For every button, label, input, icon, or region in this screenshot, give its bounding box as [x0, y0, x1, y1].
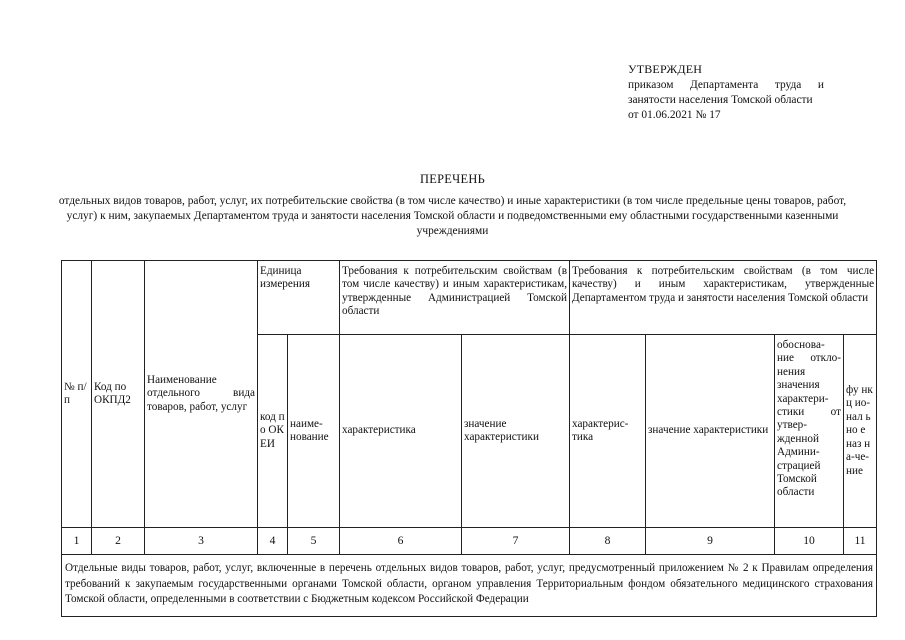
header-req-dept-group: Требования к потребительским свойствам (в том числе качеству) и иным характеристикам, утвержденные Департаментом труда и занятости населения Томской области [570, 261, 877, 335]
approval-text: приказом Департамента труда и занятости населения Томской области [628, 79, 824, 106]
column-number: 1 [62, 528, 92, 555]
column-number: 7 [462, 528, 570, 555]
header-unit-name: наиме-нование [288, 335, 340, 528]
header-justification: обосновa-ние откло-нения значения характери-стики от утвер-жденной Админи-страцией Томской области [775, 335, 844, 528]
header-name: Наименование отдельного вида товаров, работ, услуг [145, 261, 258, 528]
header-req-dept-char: характерис-тика [570, 335, 646, 528]
header-req-admin-value: значение характеристики [462, 335, 570, 528]
column-number: 8 [570, 528, 646, 555]
header-num: № п/п [62, 261, 92, 528]
approval-date: от 01.06.2021 № 17 [628, 109, 721, 121]
requirements-table [61, 260, 877, 617]
column-number: 4 [258, 528, 288, 555]
header-unit-group: Единица измерения [258, 261, 340, 335]
header-unit-code: код по ОКЕИ [258, 335, 288, 528]
column-number: 9 [646, 528, 775, 555]
section-row [62, 555, 877, 617]
document-subtitle: отдельных видов товаров, работ, услуг, их потребительские свойства (в том числе качество) и иные характеристики (в том числе предельные цены товаров, работ, услуг) к ним, закупаемых Департаментом труда и занятости населения Томской области и подведомственными ему областными государственными казенными учреждениями [58, 195, 847, 237]
column-number: 10 [775, 528, 844, 555]
column-number: 6 [340, 528, 462, 555]
section-description: Отдельные виды товаров, работ, услуг, включенные в перечень отдельных видов товаров, работ, услуг, предусмотренный приложением № 2 к Правилам определения требований к закупаемым государственными органами Томской области, органом управления Территориальным фондом обязательного медицинского страхования Томской области, определенными в соответствии с Бюджетным кодексом Российской Федерации [62, 555, 877, 617]
column-number: 11 [844, 528, 877, 555]
column-number: 3 [145, 528, 258, 555]
document-title: ПЕРЕЧЕНЬ [419, 172, 486, 186]
header-purpose: фу нкц ио-нал ьно е наз на-че-ние [844, 335, 877, 528]
approval-heading: УТВЕРЖДЕН [628, 62, 703, 76]
column-number: 5 [288, 528, 340, 555]
column-number-row [62, 528, 877, 555]
header-req-admin-group: Требования к потребительским свойствам (в том числе качеству) и иным характеристикам, утвержденные Администрацией Томской области [340, 261, 570, 335]
approval-block [628, 62, 824, 123]
header-req-admin-char: характеристика [340, 335, 462, 528]
header-okpd: Код по ОКПД2 [92, 261, 145, 528]
header-req-dept-value: значение характеристики [646, 335, 775, 528]
column-number: 2 [92, 528, 145, 555]
header-row-1 [62, 261, 877, 335]
